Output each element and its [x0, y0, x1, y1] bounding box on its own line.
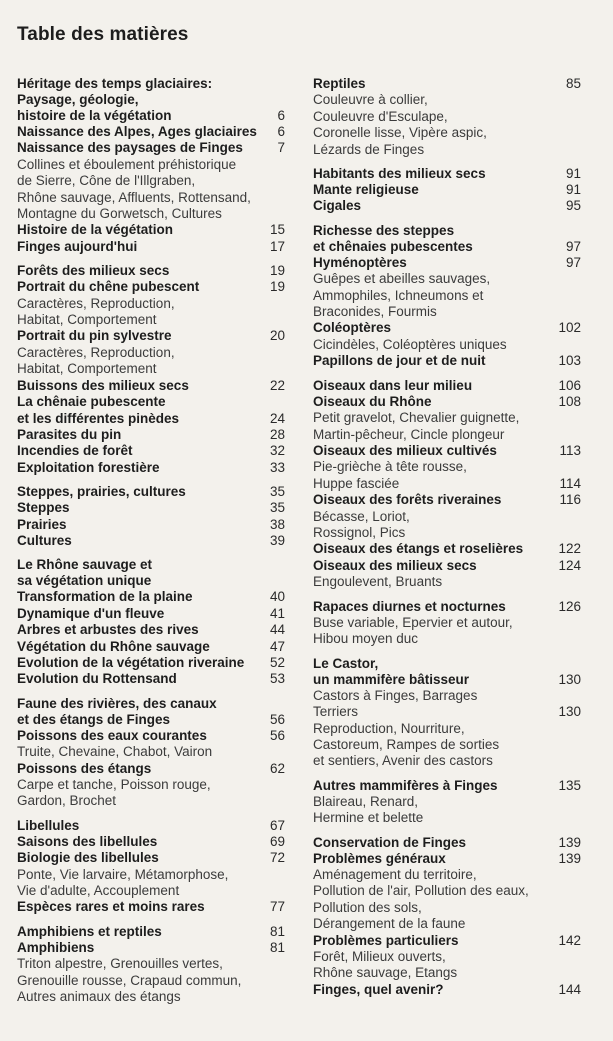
entry-text: Castors à Finges, Barrages: [313, 687, 478, 703]
toc-entry-detail: [17, 312, 285, 328]
toc-entry: [17, 394, 285, 410]
page-number: 130: [558, 671, 581, 687]
section-title: [17, 263, 285, 279]
toc-entry-detail: [313, 900, 581, 916]
toc-entry: [17, 443, 285, 459]
toc-entry-detail: [17, 345, 285, 361]
section-title: [17, 696, 285, 712]
section-title-text: Faune des rivières, des canaux: [17, 695, 217, 711]
entry-text: Evolution de la végétation riveraine: [17, 654, 245, 670]
page-number: 108: [558, 393, 581, 409]
toc-entry-detail: [17, 361, 285, 377]
section-title: [17, 573, 285, 589]
toc-entry-detail: [313, 867, 581, 883]
entry-text: Oiseaux des milieux secs: [313, 557, 477, 573]
page-number: 116: [559, 492, 581, 508]
toc-section: [17, 696, 285, 810]
toc-entry: [313, 851, 581, 867]
entry-text: Coronelle lisse, Vipère aspic,: [313, 125, 487, 141]
page-number: 28: [269, 426, 285, 442]
page-number: 81: [269, 939, 285, 955]
page-number: 97: [565, 238, 581, 254]
toc-entry: [17, 622, 285, 638]
toc-entry-detail: [17, 793, 285, 809]
toc-entry-detail: [17, 206, 285, 222]
page-number: 17: [269, 238, 285, 254]
section-title-text: Richesse des steppes: [313, 222, 455, 238]
toc-entry: [17, 222, 285, 238]
entry-text: Autres animaux des étangs: [17, 989, 181, 1005]
section-title-text: Amphibiens et reptiles: [17, 923, 162, 939]
entry-text: Coléoptères: [313, 320, 392, 336]
entry-text: Arbres et arbustes des rives: [17, 622, 199, 638]
toc-entry: [313, 599, 581, 615]
page-number: 113: [559, 442, 581, 458]
entry-text: Bécasse, Loriot,: [313, 508, 410, 524]
toc-section: [17, 263, 285, 476]
toc-entry-detail: [313, 965, 581, 981]
entry-text: Steppes: [17, 500, 70, 516]
entry-text: Papillons de jour et de nuit: [313, 353, 486, 369]
toc-entry: [17, 460, 285, 476]
toc-entry-detail: [17, 989, 285, 1005]
page-number: 102: [558, 320, 581, 336]
page-number: 85: [565, 76, 581, 91]
page-number: 44: [269, 622, 285, 638]
section-title-text: et des étangs de Finges: [17, 711, 171, 727]
entry-text: Dérangement de la faune: [313, 916, 466, 932]
toc-entry-detail: [17, 744, 285, 760]
page-number: 135: [558, 777, 581, 793]
toc-entry-detail: [17, 190, 285, 206]
entry-text: Grenouille rousse, Crapaud commun,: [17, 972, 242, 988]
toc-entry: [17, 639, 285, 655]
toc-entry: [17, 411, 285, 427]
page-number: 69: [269, 833, 285, 849]
entry-text: Finges, quel avenir?: [313, 981, 444, 997]
page-number: 47: [269, 638, 285, 654]
entry-text: Aménagement du territoire,: [313, 867, 477, 883]
page-number: 19: [269, 279, 285, 295]
toc-entry: [313, 353, 581, 369]
entry-text: Ammophiles, Ichneumons et: [313, 287, 484, 303]
toc-section: [313, 835, 581, 999]
section-title: [313, 672, 581, 688]
entry-text: Lézards de Finges: [313, 141, 425, 157]
section-title: [17, 76, 285, 92]
toc-entry: [313, 443, 581, 459]
toc-section: [17, 557, 285, 687]
page-number: 6: [277, 108, 285, 123]
toc-entry-detail: [313, 476, 581, 492]
page-number: 103: [558, 353, 581, 369]
toc-entry-detail: [17, 777, 285, 793]
toc-section: [313, 223, 581, 370]
toc-entry: [313, 541, 581, 557]
section-title: [17, 818, 285, 834]
page-number: 52: [269, 654, 285, 670]
toc-entry-detail: [313, 794, 581, 810]
entry-text: Transformation de la plaine: [17, 589, 193, 605]
toc-entry: [17, 517, 285, 533]
entry-text: Hibou moyen duc: [313, 631, 419, 647]
page-number: 6: [277, 124, 285, 139]
page-number: 91: [565, 182, 581, 198]
section-title-text: un mammifère bâtisseur: [313, 671, 470, 687]
entry-text: et sentiers, Avenir des castors: [313, 753, 493, 769]
entry-text: Biologie des libellules: [17, 850, 159, 866]
page-number: 144: [558, 981, 581, 997]
entry-text: Rapaces diurnes et nocturnes: [313, 598, 506, 614]
section-title-text: Paysage, géologie,: [17, 92, 139, 107]
entry-text: Pollution des sols,: [313, 899, 422, 915]
entry-text: Habitat, Comportement: [17, 361, 157, 377]
entry-text: Reproduction, Nourriture,: [313, 720, 465, 736]
toc-entry-detail: [313, 615, 581, 631]
section-title-text: Le Rhône sauvage et: [17, 557, 153, 573]
toc-entry-detail: [313, 574, 581, 590]
toc-entry-detail: [313, 109, 581, 125]
entry-text: Cultures: [17, 532, 72, 548]
section-title: [17, 92, 285, 108]
toc-entry: [17, 728, 285, 744]
toc-section: [17, 76, 285, 255]
page-number: 124: [558, 557, 581, 573]
toc-entry: [313, 320, 581, 336]
toc-entry: [313, 982, 581, 998]
page-number: 72: [269, 850, 285, 866]
entry-text: Incendies de forêt: [17, 443, 133, 459]
entry-text: Hermine et belette: [313, 810, 424, 826]
entry-text: Oiseaux du Rhône: [313, 393, 432, 409]
toc-entry: [313, 76, 581, 92]
entry-text: La chênaie pubescente: [17, 394, 166, 410]
toc-entry-detail: [313, 304, 581, 320]
entry-text: Problèmes généraux: [313, 850, 446, 866]
page-number: 62: [269, 760, 285, 776]
section-title: [313, 223, 581, 239]
entry-text: Buissons des milieux secs: [17, 377, 189, 393]
entry-text: Finges aujourd'hui: [17, 238, 138, 254]
page-number: 35: [269, 500, 285, 516]
section-title: [313, 239, 581, 255]
toc-entry: [17, 124, 285, 140]
toc-entry: [17, 655, 285, 671]
toc-entry-detail: [313, 142, 581, 158]
entry-text: Oiseaux des étangs et roselières: [313, 541, 524, 557]
entry-text: de Sierre, Cône de l'Illgraben,: [17, 173, 196, 189]
entry-text: Poissons des étangs: [17, 760, 152, 776]
toc-entry: [313, 198, 581, 214]
page-number: 7: [277, 140, 285, 156]
page-number: 40: [269, 589, 285, 605]
entry-text: Reptiles: [313, 76, 366, 91]
entry-text: Espèces rares et moins rares: [17, 899, 205, 915]
toc-entry-detail: [17, 173, 285, 189]
entry-text: Cigales: [313, 198, 362, 214]
section-title: [313, 835, 581, 851]
toc-entry-detail: [313, 125, 581, 141]
entry-text: Montagne du Gorwetsch, Cultures: [17, 206, 222, 222]
toc-entry-detail: [313, 631, 581, 647]
page-number: 35: [269, 484, 285, 500]
page-number: 81: [269, 923, 285, 939]
toc-entry: [313, 255, 581, 271]
page-number: 41: [269, 605, 285, 621]
toc-section: [17, 818, 285, 916]
section-title-text: Forêts des milieux secs: [17, 263, 170, 279]
section-title-text: Oiseaux dans leur milieu: [313, 377, 473, 393]
entry-text: Amphibiens: [17, 939, 95, 955]
toc-entry-detail: [17, 157, 285, 173]
section-title-text: et chênaies pubescentes: [313, 238, 473, 254]
page-number: 20: [269, 328, 285, 344]
page-number: 33: [269, 459, 285, 475]
entry-text: Végétation du Rhône sauvage: [17, 638, 210, 654]
toc-column-right: [313, 76, 581, 1006]
toc-entry: [17, 378, 285, 394]
page-number: 126: [558, 598, 581, 614]
entry-text: Carpe et tanche, Poisson rouge,: [17, 777, 211, 792]
entry-text: Portrait du pin sylvestre: [17, 328, 172, 344]
section-title-text: Steppes, prairies, cultures: [17, 484, 186, 500]
section-title: [17, 484, 285, 500]
entry-text: Huppe fasciée: [313, 475, 400, 491]
toc-entry: [17, 850, 285, 866]
toc-entry-detail: [313, 337, 581, 353]
entry-text: Problèmes particuliers: [313, 932, 459, 948]
page-number: 38: [269, 516, 285, 532]
section-title: [17, 108, 285, 124]
toc-entry-detail: [17, 973, 285, 989]
toc-entry: [313, 933, 581, 949]
page-number: 95: [565, 198, 581, 214]
page-title: Table des matières: [17, 24, 189, 45]
page-number: 56: [269, 727, 285, 743]
toc-section: [313, 166, 581, 215]
page-number: 53: [269, 671, 285, 687]
entry-text: Histoire de la végétation: [17, 222, 174, 238]
toc-entry-detail: [17, 956, 285, 972]
entry-text: Pollution de l'air, Pollution des eaux,: [313, 883, 529, 899]
toc-entry-detail: [313, 410, 581, 426]
toc-entry: [313, 182, 581, 198]
toc-entry-detail: [313, 92, 581, 108]
entry-text: Guêpes et abeilles sauvages,: [313, 271, 491, 287]
page-number: 39: [269, 532, 285, 548]
toc-section: [17, 484, 285, 549]
page-number: 130: [558, 704, 581, 720]
toc-entry: [17, 500, 285, 516]
entry-text: Buse variable, Epervier et autour,: [313, 614, 513, 630]
entry-text: Engoulevent, Bruants: [313, 574, 443, 590]
entry-text: Castoreum, Rampes de sorties: [313, 737, 500, 752]
entry-text: Caractères, Reproduction,: [17, 344, 175, 360]
toc-entry: [17, 671, 285, 687]
entry-text: Cicindèles, Coléoptères uniques: [313, 336, 507, 352]
entry-text: Triton alpestre, Grenouilles vertes,: [17, 956, 223, 972]
page-number: 139: [558, 850, 581, 866]
section-title-text: histoire de la végétation: [17, 108, 172, 123]
toc-entry: [17, 940, 285, 956]
entry-text: Pie-grièche à tête rousse,: [313, 459, 467, 475]
toc-entry-detail: [313, 810, 581, 826]
page-number: 91: [565, 166, 581, 182]
entry-text: Rhône sauvage, Etangs: [313, 965, 458, 981]
page-number: 22: [269, 377, 285, 393]
entry-text: Portrait du chêne pubescent: [17, 279, 200, 295]
toc-entry-detail: [313, 427, 581, 443]
toc-entry-detail: [313, 509, 581, 525]
section-title-text: Habitants des milieux secs: [313, 166, 486, 182]
page-number: 106: [558, 377, 581, 393]
toc-entry-detail: [17, 883, 285, 899]
entry-text: Hyménoptères: [313, 254, 407, 270]
entry-text: Prairies: [17, 516, 67, 532]
toc-entry-detail: [313, 721, 581, 737]
entry-text: Naissance des paysages de Finges: [17, 140, 243, 156]
entry-text: Ponte, Vie larvaire, Métamorphose,: [17, 866, 229, 882]
page-number: 56: [269, 711, 285, 727]
entry-text: Gardon, Brochet: [17, 793, 117, 809]
section-title-text: sa végétation unique: [17, 573, 152, 589]
toc-entry: [17, 140, 285, 156]
page-number: 19: [269, 263, 285, 279]
entry-text: Forêt, Milieux ouverts,: [313, 949, 446, 965]
page-number: 67: [269, 817, 285, 833]
toc-entry: [17, 328, 285, 344]
toc-entry: [313, 394, 581, 410]
entry-text: Oiseaux des forêts riveraines: [313, 492, 502, 508]
entry-text: Martin-pêcheur, Cincle plongeur: [313, 426, 505, 442]
entry-text: Couleuvre d'Esculape,: [313, 108, 448, 124]
section-title: [313, 778, 581, 794]
toc-entry-detail: [17, 296, 285, 312]
entry-text: Truite, Chevaine, Chabot, Vairon: [17, 744, 213, 760]
toc-entry: [17, 279, 285, 295]
section-title-text: Libellules: [17, 817, 80, 833]
entry-text: Naissance des Alpes, Ages glaciaires: [17, 124, 257, 139]
section-title-text: Le Castor,: [313, 655, 379, 671]
toc-section: [313, 778, 581, 827]
toc-entry-detail: [313, 271, 581, 287]
toc-column-left: [17, 76, 285, 1013]
toc-entry-detail: [17, 867, 285, 883]
entry-text: Oiseaux des milieux cultivés: [313, 442, 497, 458]
toc-entry-detail: [313, 883, 581, 899]
toc-section: [313, 378, 581, 591]
toc-entry-detail: [313, 704, 581, 720]
toc-entry: [17, 761, 285, 777]
toc-entry-detail: [313, 916, 581, 932]
entry-text: Rossignol, Pics: [313, 524, 406, 540]
toc-entry-detail: [313, 949, 581, 965]
toc-entry: [17, 589, 285, 605]
toc-entry: [313, 492, 581, 508]
entry-text: Braconides, Fourmis: [313, 304, 437, 320]
entry-text: Collines et éboulement préhistorique: [17, 156, 237, 172]
entry-text: Parasites du pin: [17, 426, 122, 442]
toc-entry: [17, 533, 285, 549]
toc-entry: [17, 899, 285, 915]
page-number: 114: [559, 475, 581, 491]
entry-text: Couleuvre à collier,: [313, 92, 428, 108]
section-title: [17, 924, 285, 940]
entry-text: Poissons des eaux courantes: [17, 727, 207, 743]
entry-text: Habitat, Comportement: [17, 312, 157, 328]
entry-text: Dynamique d'un fleuve: [17, 605, 165, 621]
page-number: 142: [558, 932, 581, 948]
toc-entry: [17, 427, 285, 443]
entry-text: Vie d'adulte, Accouplement: [17, 883, 180, 899]
page-number: 32: [269, 443, 285, 459]
toc-entry: [17, 606, 285, 622]
page-number: 77: [269, 899, 285, 915]
entry-text: Blaireau, Renard,: [313, 793, 419, 809]
entry-text: Mante religieuse: [313, 182, 419, 198]
entry-text: Caractères, Reproduction,: [17, 295, 175, 311]
entry-text: Exploitation forestière: [17, 459, 160, 475]
toc-entry-detail: [313, 688, 581, 704]
toc-entry-detail: [313, 753, 581, 769]
toc-entry: [17, 834, 285, 850]
section-title: [313, 656, 581, 672]
toc-entry-detail: [313, 737, 581, 753]
entry-text: Evolution du Rottensand: [17, 671, 177, 687]
toc-entry: [313, 558, 581, 574]
section-title: [313, 166, 581, 182]
toc-entry-detail: [313, 525, 581, 541]
toc-section: [313, 656, 581, 770]
section-title-text: Conservation de Finges: [313, 834, 467, 850]
section-title-text: Autres mammifères à Finges: [313, 777, 498, 793]
entry-text: Terriers: [313, 704, 359, 720]
entry-text: Petit gravelot, Chevalier guignette,: [313, 410, 520, 426]
toc-section: [313, 599, 581, 648]
toc-section: [313, 76, 581, 158]
entry-text: Saisons des libellules: [17, 833, 158, 849]
page-number: 139: [558, 834, 581, 850]
entry-text: Rhône sauvage, Affluents, Rottensand,: [17, 189, 251, 205]
entry-text: et les différentes pinèdes: [17, 410, 180, 426]
page-number: 122: [558, 541, 581, 557]
toc-entry-detail: [313, 288, 581, 304]
section-title: [17, 557, 285, 573]
section-title: [17, 712, 285, 728]
section-title: [313, 378, 581, 394]
page-number: 97: [565, 254, 581, 270]
page-number: 15: [269, 222, 285, 238]
toc-entry-detail: [313, 459, 581, 475]
toc-section: [17, 924, 285, 1006]
page-number: 24: [269, 410, 285, 426]
section-title-text: Héritage des temps glaciaires:: [17, 76, 213, 91]
toc-entry: [17, 239, 285, 255]
